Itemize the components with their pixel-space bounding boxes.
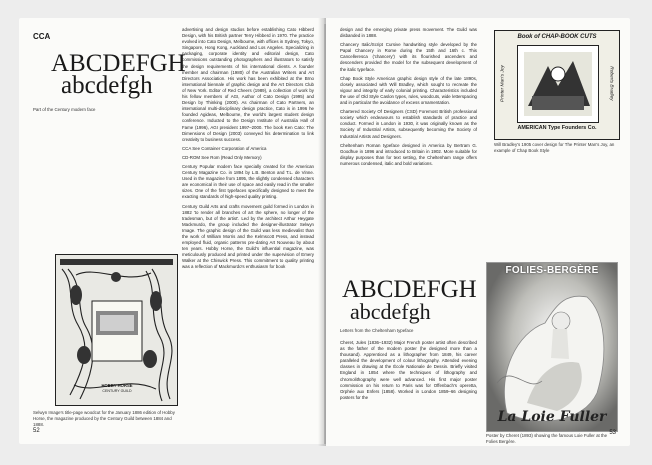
chapbook-side-right: Roberts Bradley xyxy=(608,66,614,101)
chapbook-woodcut xyxy=(517,45,599,123)
century-specimen-upper: ABCDEFGH xyxy=(51,50,186,77)
poster-caption: Poster by Cheret (1893) showing the famous Loie Fuller at the Folies Bergère. xyxy=(486,433,608,444)
paragraph: Chap Book Style American graphic design style of the late 1890s, closely associated with Will Bradley, which sought to recreate the vigour and integrity of early colonial printing. Characteristics included the use of Old Style Caslon types, rules, woodcuts, wide letterspacing and in particular the avoidance of excess ornamentation. xyxy=(340,75,477,106)
chapbook-title: Book of CHAP-BOOK CUTS xyxy=(517,34,597,40)
cheret-poster-image xyxy=(486,262,618,432)
hobby-horse-woodcut-image xyxy=(55,254,178,406)
paragraph: CCA See Container Corporation of America xyxy=(182,145,267,151)
paragraph: advertising and design studios before establishing Cato Hibberd Design, with his British partner Terry Hibberd in 1970. The practice evolved into Cato Design, Melbourne, with offices in Sydney, Tokyo, Singapore, Hong Kong, Auckland and Los Angeles. Specializing in packaging, corporate identity and editorial design, Cato commissions outstanding photographers and illustrators to satisfy the design requirements of his international clients. A founder member and chairman (1980) of the Australian Writers and Art Directors Association. His work has been exhibited at the Brno international biennale of graphic design and the Art Directors Club of New York. Editor of Red Cheers (1989), a collection of work by his fellow members of AGI, Author of Cato Design (1995) and Design by Thinking (2000). As chairman of Cato Partners, an international multi-disciplinary design practice, Cato is in 1996 he founded Agideas, Melbourne, the world's largest student design conference. Inducted to the Design Institute of Australia Hall of Fame (1996), AGI president 1997–2000. The book Ken Cato: The Dimensions of Design (2003) conveyed his determination to link creativity to business success. xyxy=(182,27,314,142)
paragraph: Chartered Society Of Designers (CSD) Foremost British professional society which endeavours to establish standards of practice and conduct. Formed in London in 1930, it was originally known as the Society of Industrial Artists, subsequently becoming the Society of Industrial Artists and Designers. xyxy=(340,109,477,139)
chapbook-cover-image xyxy=(494,30,620,140)
paragraph: Cheltenham Roman typeface designed in America by Bertram G. Goodhue in 1896 and introduced to Britain in 1902. More suitable for display purposes than for text setting, the Cheltenham range offers numerous condensed, italic and bold variations. xyxy=(340,142,477,166)
woodcut-caption: Selwyn Image's title-page woodcut for the January 1886 edition of Hobby Horse, the magazine produced by the Century Guild between 1884 and 1888. xyxy=(33,410,175,427)
left-page xyxy=(19,18,324,444)
paragraph: CD-ROM See Rom (Read Only Memory) xyxy=(182,154,262,160)
chapbook-side-left: Printer Man's Joy xyxy=(500,65,506,102)
cheltenham-specimen-upper: ABCDEFGH xyxy=(342,276,477,303)
cheltenham-specimen-lower: abcdefgh xyxy=(350,299,431,324)
century-specimen-lower: abcdefgh xyxy=(61,72,153,99)
poster-subtitle: La Loie Fuller xyxy=(497,409,607,425)
left-page-number: 52 xyxy=(33,428,40,434)
cheltenham-specimen-caption: Letters from the Cheltenham typeface xyxy=(340,328,414,333)
right-page xyxy=(326,18,630,446)
century-specimen-caption: Part of the Century modern face xyxy=(33,107,96,112)
cheret-entry-text: Cheret, Jules (1836–1932) Major French poster artist often described as the father of the modern poster (he designed more than a thousand). Apprenticed as a lithographer from 1849, his career paralleled the development of colour lithography. Attended evening classes in drawing at the École Nationale de Dessin. Briefly visited England in 1854 where the techniques of lithography and chromolithography were well advanced. His first major poster commission on his return to Paris was for Offenbach's operetta, Orphée aux Enfers (1858). Worked in London 1859–66 designing posters for the xyxy=(340,340,477,400)
right-page-number: 53 xyxy=(609,430,616,436)
paragraph: Century Popular modern face specially created for the American Century Magazine Co. in 1894 by L.B. Benton and T.L. de Vinne. Used in the magazine from 1895, the slightly condensed characters are economical in their use of space and easily read in the smaller sizes. One of the first typefaces specifically designed to meet the exacting standards of high-speed quality printing. xyxy=(182,163,314,200)
left-running-header: CCA xyxy=(33,32,51,41)
century-guild-title: CENTURY GUILD xyxy=(102,389,132,393)
left-column-text xyxy=(182,27,314,433)
paragraph: Century Guild Arts and crafts movement guild formed in London in 1882 'to render all branches of art the sphere, no longer of the tradesman, but of the artist'. Led by the architect Arthur Heygate Mackmurdo, the group included the designer-illustrator Selwyn Image. The graphic design of the Guild was less medievalist than the work of William Morris and the Kelmscott Press, and instead employed fluid, organic patterns pre-dating Art Nouveau by about ten years. Hobby Horse, the Guild's influential magazine, was meticulously produced and printed under the supervision of Emery Walker at the Chiswick Press. This commitment to quality printing was a reflection of Mackmurdo's enthusiasm for book xyxy=(182,203,314,270)
chapbook-publisher: AMERICAN Type Founders Co. xyxy=(517,125,597,131)
right-column-text xyxy=(340,27,477,249)
hobby-horse-title: HOBBY HORSE xyxy=(101,383,133,388)
paragraph: Chancery Italic/Script Cursive handwriting style developed by the Papal Chancery in Rome during the 15th and 16th c. This Cancelleresca ('chancery') with its flourished ascenders and descenders provided the model for the subsequent development of the italic typeface. xyxy=(340,42,477,72)
chapbook-caption: Will Bradley's 1905 cover design for The Printer Man's Joy, an example of Chap Book Style xyxy=(494,142,615,153)
poster-title: FOLIES-BERGÈRE xyxy=(505,265,599,276)
paragraph: design and the emerging private press movement. The Guild was disbanded in 1888. xyxy=(340,27,477,39)
